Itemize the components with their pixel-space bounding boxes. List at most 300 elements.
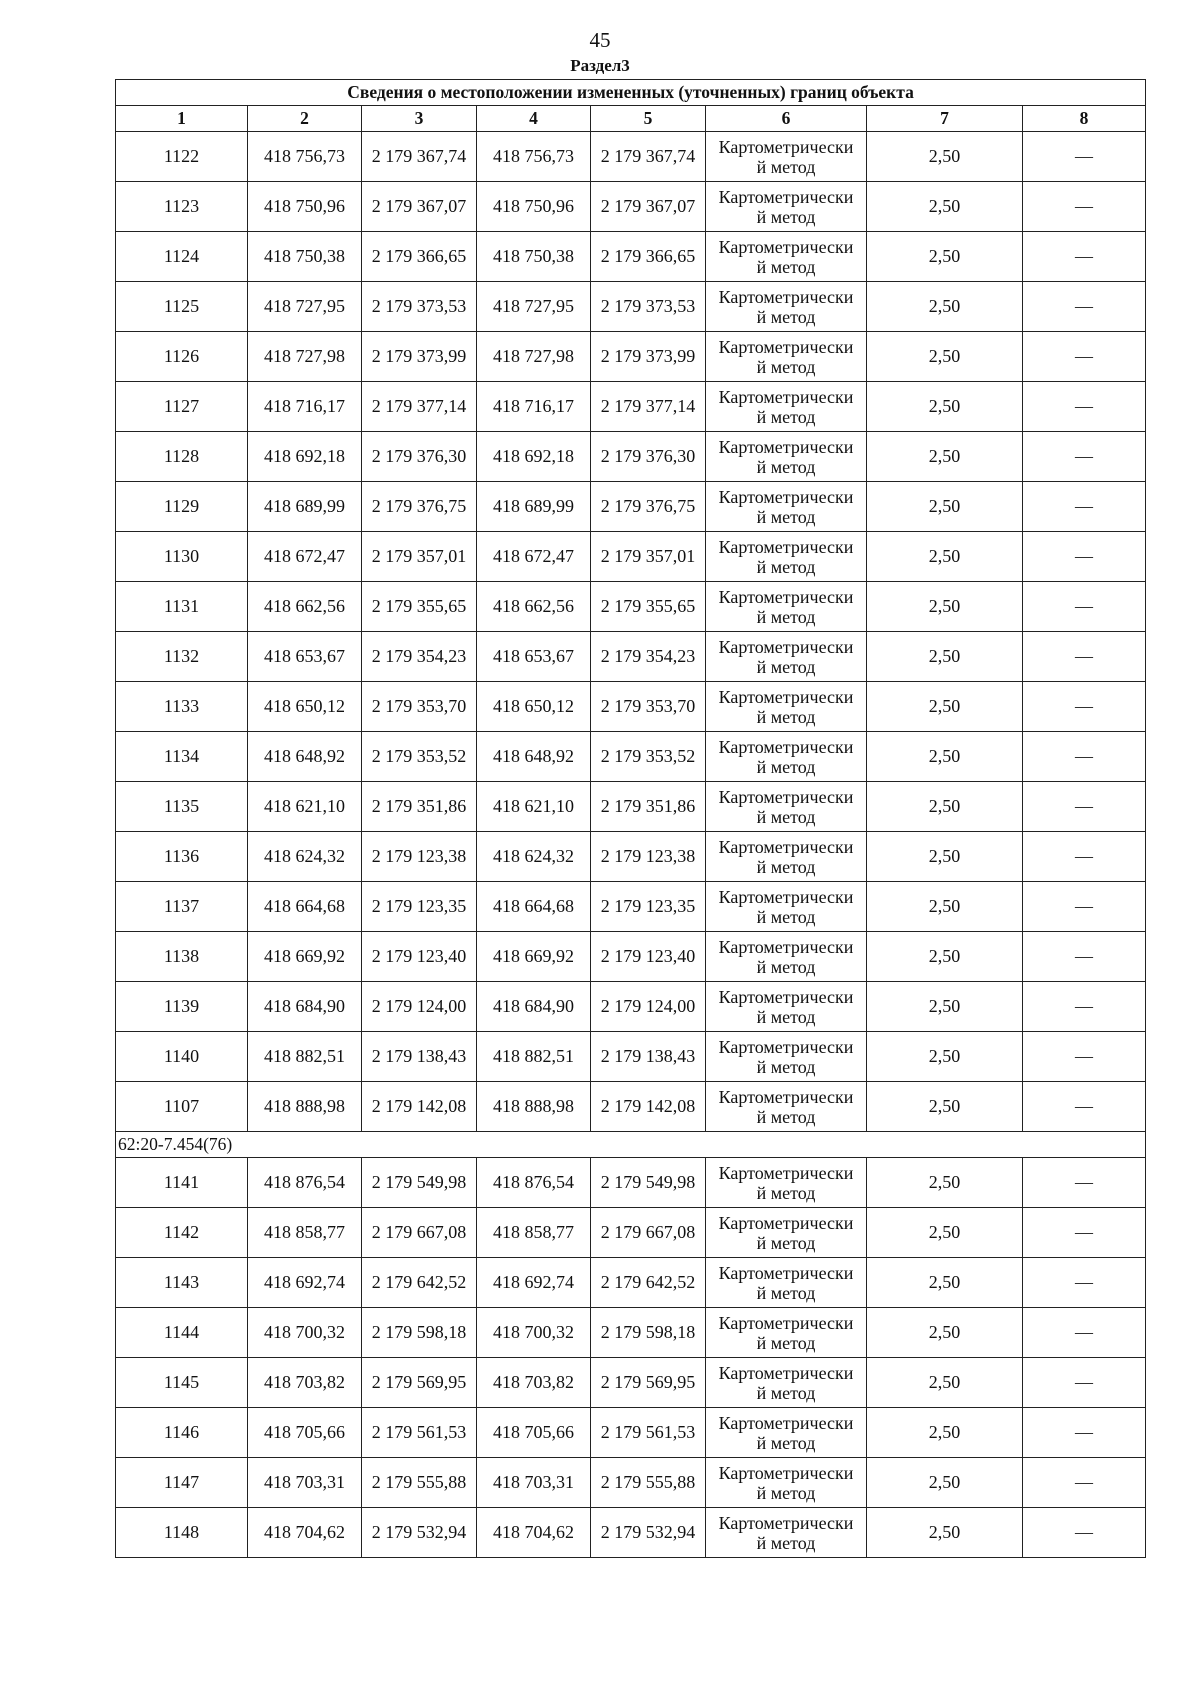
dash-cell: —: [1023, 1208, 1146, 1258]
new-x-cell: 418 684,90: [477, 982, 591, 1032]
old-x-cell: 418 648,92: [248, 732, 362, 782]
point-number-cell: 1141: [116, 1158, 248, 1208]
old-x-cell: 418 716,17: [248, 382, 362, 432]
dash-cell: —: [1023, 1082, 1146, 1132]
table-row: [116, 182, 1146, 232]
accuracy-cell: 2,50: [867, 232, 1023, 282]
method-line-1: Картометрически: [718, 686, 854, 707]
method-line-1: Картометрически: [718, 386, 854, 407]
point-number-cell: 1130: [116, 532, 248, 582]
boundary-coordinates-table: [115, 79, 1146, 1558]
table-row: [116, 232, 1146, 282]
method-line-1: Картометрически: [718, 986, 854, 1007]
method-cell: [706, 1358, 867, 1408]
point-number-cell: 1133: [116, 682, 248, 732]
table-row: [116, 832, 1146, 882]
accuracy-cell: 2,50: [867, 632, 1023, 682]
dash-cell: —: [1023, 732, 1146, 782]
old-x-cell: 418 621,10: [248, 782, 362, 832]
old-y-cell: 2 179 138,43: [362, 1032, 477, 1082]
accuracy-cell: 2,50: [867, 282, 1023, 332]
new-x-cell: 418 876,54: [477, 1158, 591, 1208]
old-y-cell: 2 179 367,74: [362, 132, 477, 182]
new-x-cell: 418 650,12: [477, 682, 591, 732]
column-number-6: 6: [706, 106, 867, 132]
new-y-cell: 2 179 377,14: [591, 382, 706, 432]
new-y-cell: 2 179 123,38: [591, 832, 706, 882]
column-number-4: 4: [477, 106, 591, 132]
accuracy-cell: 2,50: [867, 482, 1023, 532]
new-y-cell: 2 179 357,01: [591, 532, 706, 582]
point-number-cell: 1148: [116, 1508, 248, 1558]
old-x-cell: 418 700,32: [248, 1308, 362, 1358]
method-line-2: й метод: [756, 206, 816, 227]
table-row: [116, 1258, 1146, 1308]
method-cell: [706, 1458, 867, 1508]
method-cell: [706, 482, 867, 532]
method-line-2: й метод: [756, 156, 816, 177]
method-cell: [706, 682, 867, 732]
method-line-1: Картометрически: [718, 736, 854, 757]
point-number-cell: 1137: [116, 882, 248, 932]
old-y-cell: 2 179 124,00: [362, 982, 477, 1032]
method-line-2: й метод: [756, 1432, 816, 1453]
old-x-cell: 418 882,51: [248, 1032, 362, 1082]
point-number-cell: 1138: [116, 932, 248, 982]
column-number-3: 3: [362, 106, 477, 132]
dash-cell: —: [1023, 632, 1146, 682]
method-cell: [706, 982, 867, 1032]
dash-cell: —: [1023, 282, 1146, 332]
method-line-1: Картометрически: [718, 1262, 854, 1283]
method-line-2: й метод: [756, 256, 816, 277]
method-cell: [706, 932, 867, 982]
method-line-2: й метод: [756, 306, 816, 327]
new-y-cell: 2 179 123,35: [591, 882, 706, 932]
new-x-cell: 418 700,32: [477, 1308, 591, 1358]
new-y-cell: 2 179 373,53: [591, 282, 706, 332]
old-y-cell: 2 179 351,86: [362, 782, 477, 832]
method-line-1: Картометрически: [718, 1462, 854, 1483]
method-line-1: Картометрически: [718, 1162, 854, 1183]
table-row: [116, 1082, 1146, 1132]
method-line-2: й метод: [756, 356, 816, 377]
accuracy-cell: 2,50: [867, 832, 1023, 882]
dash-cell: —: [1023, 1158, 1146, 1208]
method-line-1: Картометрически: [718, 1212, 854, 1233]
accuracy-cell: 2,50: [867, 132, 1023, 182]
accuracy-cell: 2,50: [867, 182, 1023, 232]
method-line-2: й метод: [756, 556, 816, 577]
method-line-2: й метод: [756, 806, 816, 827]
new-x-cell: 418 672,47: [477, 532, 591, 582]
point-number-cell: 1124: [116, 232, 248, 282]
table-row: [116, 132, 1146, 182]
point-number-cell: 1147: [116, 1458, 248, 1508]
dash-cell: —: [1023, 1308, 1146, 1358]
old-x-cell: 418 653,67: [248, 632, 362, 682]
old-x-cell: 418 684,90: [248, 982, 362, 1032]
point-number-cell: 1143: [116, 1258, 248, 1308]
method-line-2: й метод: [756, 756, 816, 777]
table-row: [116, 882, 1146, 932]
table-row: [116, 532, 1146, 582]
method-line-1: Картометрически: [718, 1412, 854, 1433]
method-line-1: Картометрически: [718, 936, 854, 957]
new-x-cell: 418 716,17: [477, 382, 591, 432]
dash-cell: —: [1023, 932, 1146, 982]
accuracy-cell: 2,50: [867, 932, 1023, 982]
method-line-2: й метод: [756, 1232, 816, 1253]
new-x-cell: 418 727,95: [477, 282, 591, 332]
method-line-1: Картометрически: [718, 636, 854, 657]
old-y-cell: 2 179 123,35: [362, 882, 477, 932]
old-x-cell: 418 650,12: [248, 682, 362, 732]
method-line-1: Картометрически: [718, 336, 854, 357]
old-y-cell: 2 179 357,01: [362, 532, 477, 582]
point-number-cell: 1126: [116, 332, 248, 382]
table-row: [116, 782, 1146, 832]
new-x-cell: 418 669,92: [477, 932, 591, 982]
method-cell: [706, 1308, 867, 1358]
old-x-cell: 418 703,31: [248, 1458, 362, 1508]
method-line-2: й метод: [756, 1282, 816, 1303]
method-line-2: й метод: [756, 706, 816, 727]
new-y-cell: 2 179 561,53: [591, 1408, 706, 1458]
old-y-cell: 2 179 642,52: [362, 1258, 477, 1308]
accuracy-cell: 2,50: [867, 1508, 1023, 1558]
table-caption: Сведения о местоположении измененных (уточненных) границ объекта: [116, 80, 1146, 106]
method-line-1: Картометрически: [718, 1086, 854, 1107]
old-x-cell: 418 858,77: [248, 1208, 362, 1258]
new-y-cell: 2 179 142,08: [591, 1082, 706, 1132]
dash-cell: —: [1023, 332, 1146, 382]
method-line-2: й метод: [756, 1382, 816, 1403]
point-number-cell: 1139: [116, 982, 248, 1032]
old-x-cell: 418 703,82: [248, 1358, 362, 1408]
method-line-2: й метод: [756, 1332, 816, 1353]
accuracy-cell: 2,50: [867, 682, 1023, 732]
dash-cell: —: [1023, 382, 1146, 432]
point-number-cell: 1140: [116, 1032, 248, 1082]
method-line-2: й метод: [756, 656, 816, 677]
new-x-cell: 418 727,98: [477, 332, 591, 382]
old-y-cell: 2 179 366,65: [362, 232, 477, 282]
new-y-cell: 2 179 124,00: [591, 982, 706, 1032]
new-y-cell: 2 179 367,74: [591, 132, 706, 182]
method-line-1: Картометрически: [718, 1312, 854, 1333]
old-x-cell: 418 888,98: [248, 1082, 362, 1132]
point-number-cell: 1146: [116, 1408, 248, 1458]
column-number-8: 8: [1023, 106, 1146, 132]
accuracy-cell: 2,50: [867, 882, 1023, 932]
accuracy-cell: 2,50: [867, 1358, 1023, 1408]
accuracy-cell: 2,50: [867, 582, 1023, 632]
dash-cell: —: [1023, 882, 1146, 932]
method-cell: [706, 182, 867, 232]
method-cell: [706, 632, 867, 682]
dash-cell: —: [1023, 782, 1146, 832]
accuracy-cell: 2,50: [867, 432, 1023, 482]
table-row: [116, 432, 1146, 482]
old-x-cell: 418 750,38: [248, 232, 362, 282]
dash-cell: —: [1023, 532, 1146, 582]
old-x-cell: 418 662,56: [248, 582, 362, 632]
dash-cell: —: [1023, 482, 1146, 532]
new-x-cell: 418 653,67: [477, 632, 591, 682]
method-line-2: й метод: [756, 406, 816, 427]
old-y-cell: 2 179 561,53: [362, 1408, 477, 1458]
group-label-row: [116, 1132, 1146, 1158]
method-line-2: й метод: [756, 1006, 816, 1027]
dash-cell: —: [1023, 1458, 1146, 1508]
table-body: [116, 80, 1146, 1558]
old-x-cell: 418 689,99: [248, 482, 362, 532]
old-y-cell: 2 179 123,38: [362, 832, 477, 882]
new-y-cell: 2 179 376,75: [591, 482, 706, 532]
point-number-cell: 1135: [116, 782, 248, 832]
new-y-cell: 2 179 366,65: [591, 232, 706, 282]
accuracy-cell: 2,50: [867, 1308, 1023, 1358]
method-line-1: Картометрически: [718, 886, 854, 907]
method-cell: [706, 382, 867, 432]
old-y-cell: 2 179 373,99: [362, 332, 477, 382]
new-x-cell: 418 662,56: [477, 582, 591, 632]
method-cell: [706, 1258, 867, 1308]
new-y-cell: 2 179 555,88: [591, 1458, 706, 1508]
new-y-cell: 2 179 598,18: [591, 1308, 706, 1358]
dash-cell: —: [1023, 1508, 1146, 1558]
method-line-2: й метод: [756, 1182, 816, 1203]
point-number-cell: 1127: [116, 382, 248, 432]
method-cell: [706, 332, 867, 382]
old-x-cell: 418 727,98: [248, 332, 362, 382]
dash-cell: —: [1023, 432, 1146, 482]
new-y-cell: 2 179 353,70: [591, 682, 706, 732]
old-x-cell: 418 750,96: [248, 182, 362, 232]
dash-cell: —: [1023, 1258, 1146, 1308]
point-number-cell: 1142: [116, 1208, 248, 1258]
accuracy-cell: 2,50: [867, 1408, 1023, 1458]
table-row: [116, 1408, 1146, 1458]
dash-cell: —: [1023, 132, 1146, 182]
old-x-cell: 418 672,47: [248, 532, 362, 582]
accuracy-cell: 2,50: [867, 532, 1023, 582]
old-y-cell: 2 179 549,98: [362, 1158, 477, 1208]
old-x-cell: 418 624,32: [248, 832, 362, 882]
table-row: [116, 1308, 1146, 1358]
method-cell: [706, 1208, 867, 1258]
method-line-1: Картометрически: [718, 1512, 854, 1533]
new-x-cell: 418 882,51: [477, 1032, 591, 1082]
group-label: 62:20-7.454(76): [116, 1132, 1146, 1158]
column-number-7: 7: [867, 106, 1023, 132]
new-x-cell: 418 692,74: [477, 1258, 591, 1308]
new-x-cell: 418 704,62: [477, 1508, 591, 1558]
old-y-cell: 2 179 598,18: [362, 1308, 477, 1358]
old-y-cell: 2 179 667,08: [362, 1208, 477, 1258]
old-y-cell: 2 179 123,40: [362, 932, 477, 982]
old-x-cell: 418 876,54: [248, 1158, 362, 1208]
new-x-cell: 418 888,98: [477, 1082, 591, 1132]
method-line-2: й метод: [756, 956, 816, 977]
accuracy-cell: 2,50: [867, 732, 1023, 782]
new-y-cell: 2 179 642,52: [591, 1258, 706, 1308]
method-cell: [706, 132, 867, 182]
column-number-1: 1: [116, 106, 248, 132]
accuracy-cell: 2,50: [867, 1208, 1023, 1258]
method-line-1: Картометрически: [718, 1362, 854, 1383]
old-x-cell: 418 692,18: [248, 432, 362, 482]
old-y-cell: 2 179 532,94: [362, 1508, 477, 1558]
new-y-cell: 2 179 367,07: [591, 182, 706, 232]
method-line-2: й метод: [756, 1532, 816, 1553]
accuracy-cell: 2,50: [867, 1082, 1023, 1132]
table-row: [116, 1458, 1146, 1508]
method-line-2: й метод: [756, 1056, 816, 1077]
dash-cell: —: [1023, 832, 1146, 882]
method-cell: [706, 282, 867, 332]
method-cell: [706, 1158, 867, 1208]
method-cell: [706, 732, 867, 782]
method-line-2: й метод: [756, 606, 816, 627]
old-y-cell: 2 179 373,53: [362, 282, 477, 332]
old-x-cell: 418 756,73: [248, 132, 362, 182]
point-number-cell: 1132: [116, 632, 248, 682]
accuracy-cell: 2,50: [867, 1032, 1023, 1082]
point-number-cell: 1125: [116, 282, 248, 332]
method-cell: [706, 582, 867, 632]
accuracy-cell: 2,50: [867, 1158, 1023, 1208]
table-row: [116, 382, 1146, 432]
accuracy-cell: 2,50: [867, 382, 1023, 432]
table-row: [116, 582, 1146, 632]
method-line-2: й метод: [756, 1106, 816, 1127]
table-row: [116, 682, 1146, 732]
new-y-cell: 2 179 123,40: [591, 932, 706, 982]
point-number-cell: 1122: [116, 132, 248, 182]
dash-cell: —: [1023, 1408, 1146, 1458]
new-x-cell: 418 750,96: [477, 182, 591, 232]
method-line-1: Картометрически: [718, 486, 854, 507]
point-number-cell: 1145: [116, 1358, 248, 1408]
new-y-cell: 2 179 667,08: [591, 1208, 706, 1258]
old-y-cell: 2 179 355,65: [362, 582, 477, 632]
section-title: Раздел3: [570, 56, 630, 75]
old-x-cell: 418 669,92: [248, 932, 362, 982]
method-cell: [706, 1032, 867, 1082]
old-y-cell: 2 179 569,95: [362, 1358, 477, 1408]
method-cell: [706, 832, 867, 882]
accuracy-cell: 2,50: [867, 782, 1023, 832]
dash-cell: —: [1023, 1032, 1146, 1082]
dash-cell: —: [1023, 582, 1146, 632]
method-line-1: Картометрически: [718, 586, 854, 607]
new-y-cell: 2 179 569,95: [591, 1358, 706, 1408]
point-number-cell: 1107: [116, 1082, 248, 1132]
point-number-cell: 1131: [116, 582, 248, 632]
old-y-cell: 2 179 376,30: [362, 432, 477, 482]
dash-cell: —: [1023, 982, 1146, 1032]
accuracy-cell: 2,50: [867, 1458, 1023, 1508]
method-cell: [706, 432, 867, 482]
column-number-2: 2: [248, 106, 362, 132]
method-line-1: Картометрически: [718, 786, 854, 807]
method-line-2: й метод: [756, 856, 816, 877]
method-line-1: Картометрически: [718, 186, 854, 207]
method-line-2: й метод: [756, 1482, 816, 1503]
old-y-cell: 2 179 367,07: [362, 182, 477, 232]
new-y-cell: 2 179 376,30: [591, 432, 706, 482]
new-x-cell: 418 692,18: [477, 432, 591, 482]
table-row: [116, 932, 1146, 982]
method-line-1: Картометрически: [718, 136, 854, 157]
point-number-cell: 1144: [116, 1308, 248, 1358]
point-number-cell: 1123: [116, 182, 248, 232]
old-x-cell: 418 664,68: [248, 882, 362, 932]
dash-cell: —: [1023, 682, 1146, 732]
table-row: [116, 332, 1146, 382]
dash-cell: —: [1023, 182, 1146, 232]
point-number-cell: 1129: [116, 482, 248, 532]
old-y-cell: 2 179 353,52: [362, 732, 477, 782]
method-line-2: й метод: [756, 456, 816, 477]
old-y-cell: 2 179 555,88: [362, 1458, 477, 1508]
method-cell: [706, 1508, 867, 1558]
old-x-cell: 418 692,74: [248, 1258, 362, 1308]
table-row: [116, 1158, 1146, 1208]
method-cell: [706, 532, 867, 582]
table-row: [116, 1508, 1146, 1558]
new-x-cell: 418 664,68: [477, 882, 591, 932]
old-y-cell: 2 179 377,14: [362, 382, 477, 432]
accuracy-cell: 2,50: [867, 982, 1023, 1032]
new-y-cell: 2 179 351,86: [591, 782, 706, 832]
old-x-cell: 418 704,62: [248, 1508, 362, 1558]
new-x-cell: 418 756,73: [477, 132, 591, 182]
point-number-cell: 1136: [116, 832, 248, 882]
method-cell: [706, 782, 867, 832]
method-cell: [706, 1082, 867, 1132]
method-line-1: Картометрически: [718, 236, 854, 257]
table-row: [116, 982, 1146, 1032]
column-number-row: [116, 106, 1146, 132]
new-y-cell: 2 179 549,98: [591, 1158, 706, 1208]
new-x-cell: 418 621,10: [477, 782, 591, 832]
old-y-cell: 2 179 142,08: [362, 1082, 477, 1132]
new-x-cell: 418 703,31: [477, 1458, 591, 1508]
new-y-cell: 2 179 138,43: [591, 1032, 706, 1082]
accuracy-cell: 2,50: [867, 332, 1023, 382]
new-x-cell: 418 703,82: [477, 1358, 591, 1408]
new-y-cell: 2 179 353,52: [591, 732, 706, 782]
column-number-5: 5: [591, 106, 706, 132]
method-cell: [706, 882, 867, 932]
dash-cell: —: [1023, 232, 1146, 282]
dash-cell: —: [1023, 1358, 1146, 1408]
method-line-1: Картометрически: [718, 286, 854, 307]
table-row: [116, 732, 1146, 782]
method-line-2: й метод: [756, 906, 816, 927]
point-number-cell: 1134: [116, 732, 248, 782]
new-y-cell: 2 179 354,23: [591, 632, 706, 682]
table-row: [116, 632, 1146, 682]
new-y-cell: 2 179 373,99: [591, 332, 706, 382]
point-number-cell: 1128: [116, 432, 248, 482]
new-x-cell: 418 858,77: [477, 1208, 591, 1258]
new-x-cell: 418 648,92: [477, 732, 591, 782]
table-row: [116, 482, 1146, 532]
